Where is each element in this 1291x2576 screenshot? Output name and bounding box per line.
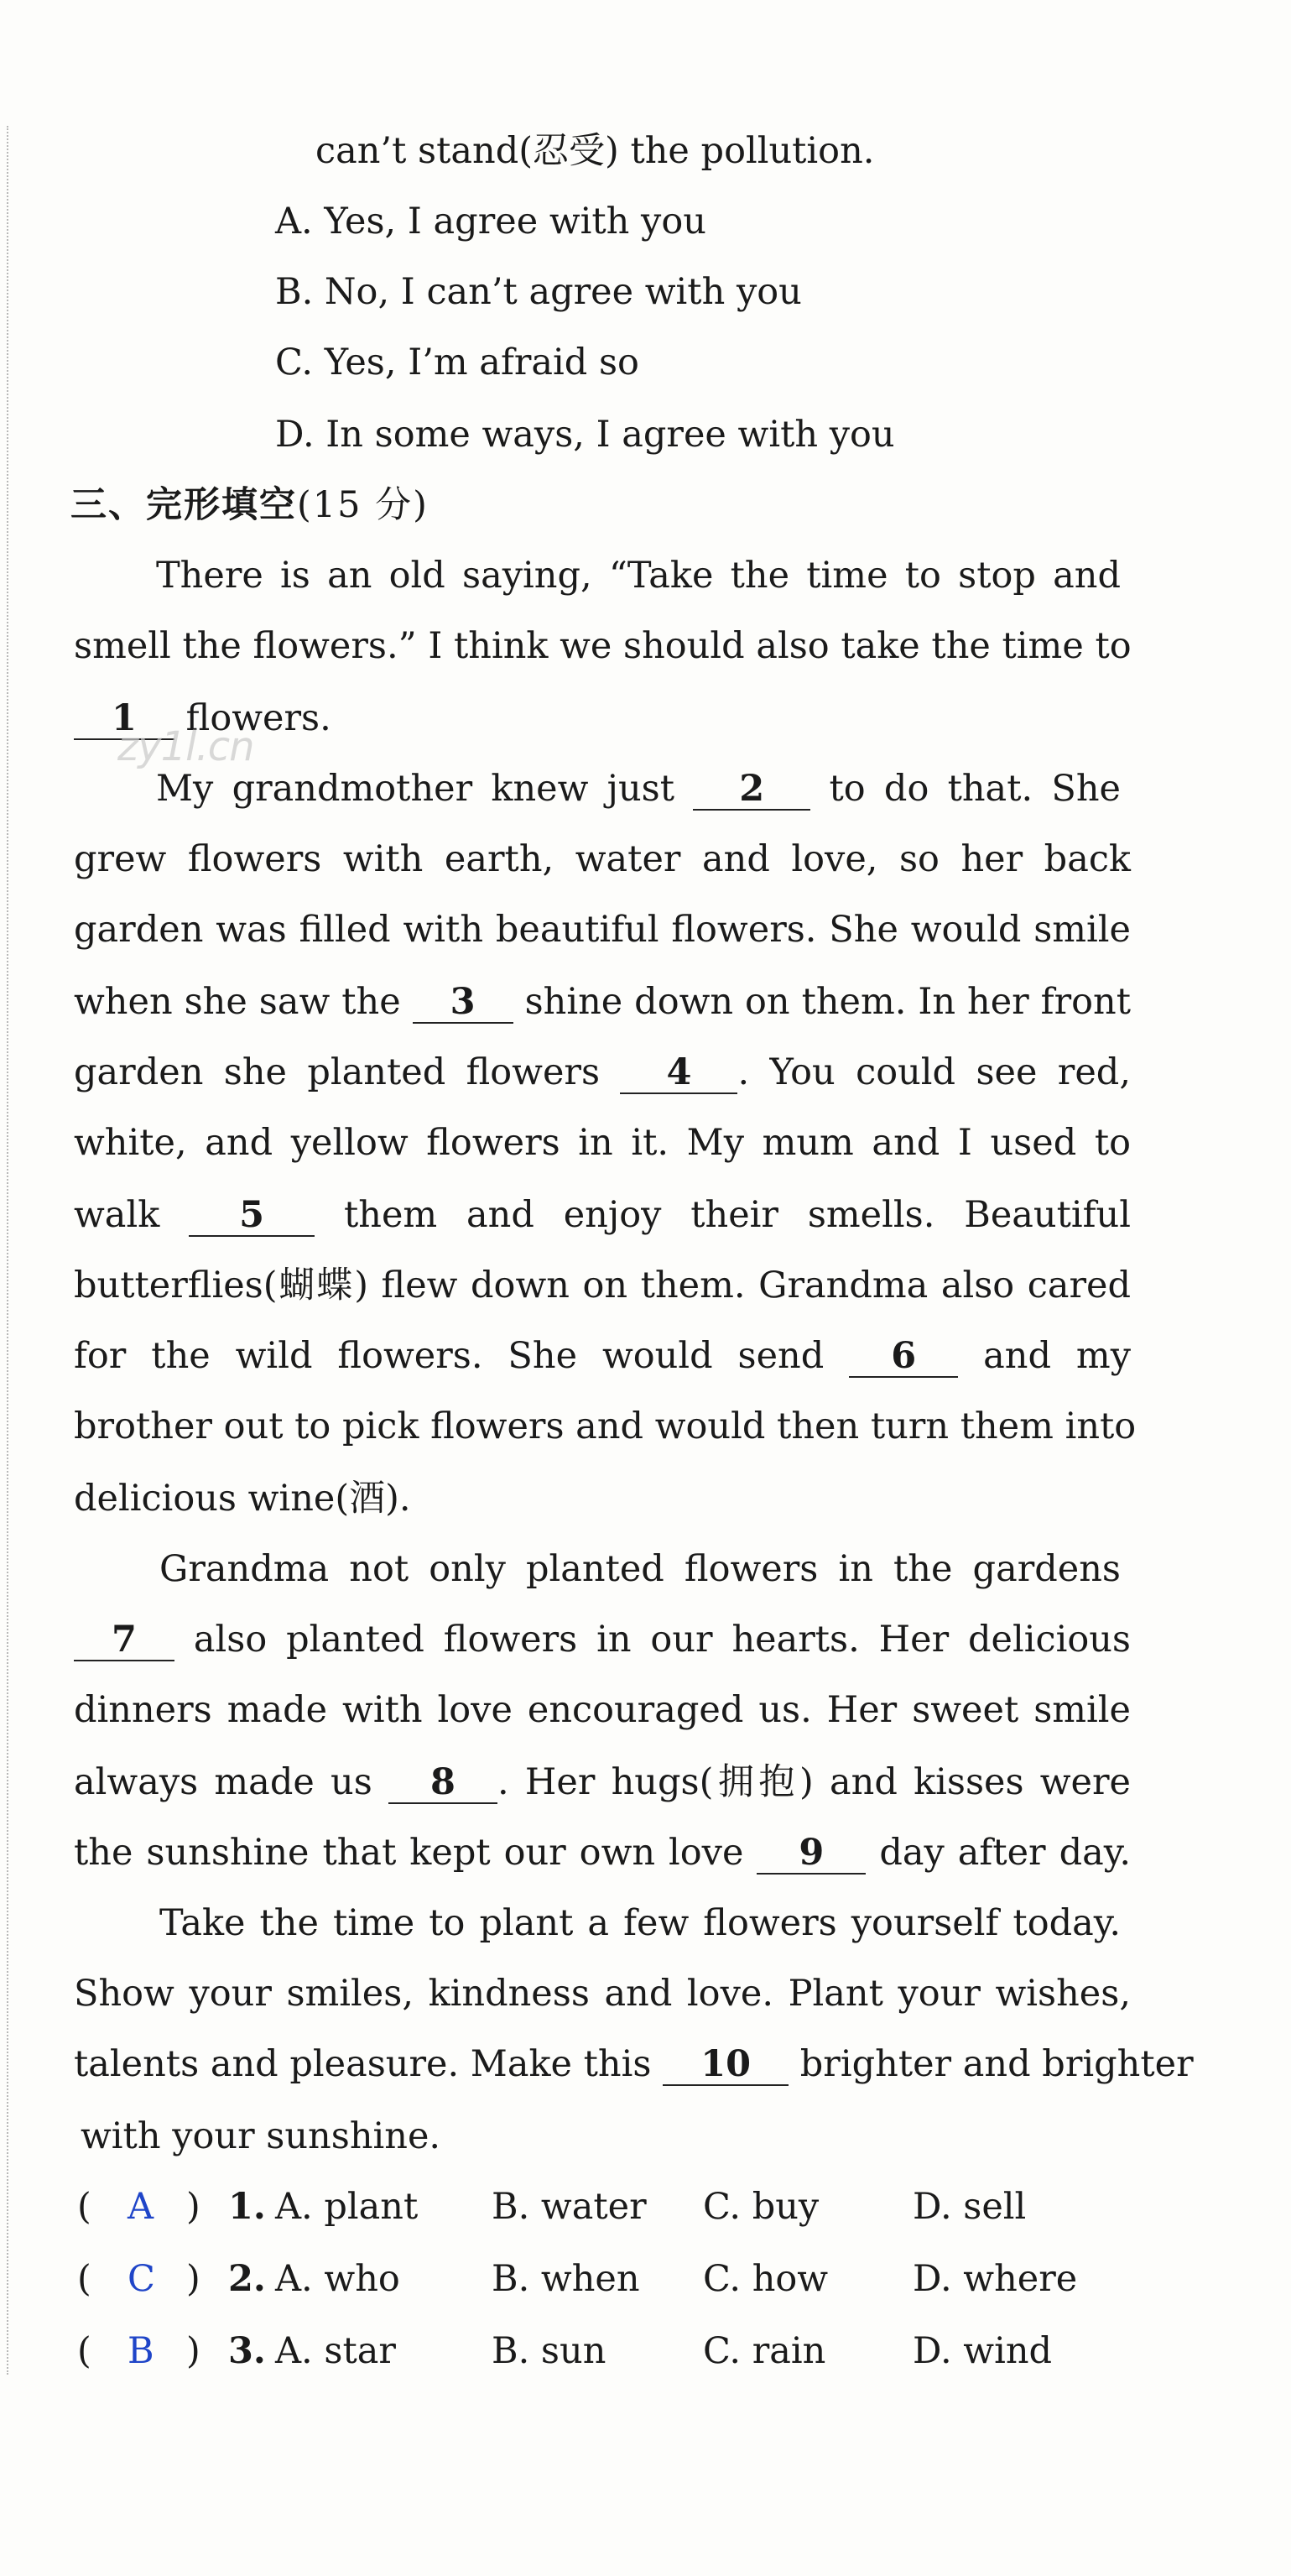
option-c: C. Yes, I’m afraid so [275, 342, 639, 383]
blank-8: 8 [388, 1762, 497, 1804]
line-text: delicious wine(酒). [74, 1478, 411, 1520]
passage-line [74, 1403, 1137, 1450]
passage-line [74, 1475, 411, 1522]
line-text: There is an old saying, “Take the time to stop and [156, 555, 1121, 597]
option-a: A. Yes, I agree with you [275, 201, 706, 242]
paren-open: ( [77, 2258, 91, 2300]
line-text: My grandmother knew just [156, 768, 694, 810]
watermark: zy1l.cn [117, 723, 254, 770]
page-margin-line [7, 126, 8, 2375]
blank-10: 10 [663, 2044, 789, 2086]
line-text: . Her hugs(拥抱) and kisses were [497, 1761, 1131, 1803]
line-text: shine down on them. In her front [513, 981, 1132, 1023]
line-text: always made us [74, 1761, 388, 1803]
answer-letter: C [128, 2258, 155, 2300]
section-heading [70, 482, 429, 529]
blank-5: 5 [189, 1195, 315, 1237]
choice-c: C. buy [703, 2186, 820, 2228]
option-d: D. In some ways, I agree with you [275, 414, 895, 456]
blank-7: 7 [74, 1619, 174, 1661]
line-text: garden she planted flowers [74, 1051, 621, 1093]
line-text: Show your smiles, kindness and love. Plant your wishes, [74, 1973, 1131, 2015]
passage-line [74, 623, 1131, 670]
line-text: when she saw the [74, 981, 413, 1023]
passage-line [159, 1546, 1121, 1593]
question-stem-end: can’t stand(忍受) the pollution. [315, 130, 875, 172]
choice-d: D. sell [913, 2186, 1027, 2228]
passage-line [74, 906, 1131, 953]
paren-open: ( [77, 2186, 91, 2228]
line-text: day after day. [866, 1832, 1131, 1874]
passage-line [74, 1970, 1131, 2017]
question-number: 3. [228, 2330, 266, 2372]
passage-line [74, 1332, 1131, 1379]
line-text: dinners made with love encouraged us. Her sweet smile [74, 1689, 1131, 1731]
line-text: and my [958, 1335, 1131, 1377]
blank-4: 4 [620, 1052, 737, 1094]
passage-line [74, 1049, 1131, 1096]
choice-b: B. when [492, 2258, 640, 2300]
section-title: 三、完形填空 [70, 484, 297, 526]
passage-line [74, 836, 1131, 883]
line-text: to do that. She [810, 768, 1121, 810]
passage-line [81, 2113, 440, 2160]
passage-line [74, 1829, 1131, 1876]
passage-line [74, 1616, 1131, 1663]
passage-line [74, 1192, 1131, 1238]
line-text: garden was filled with beautiful flowers. She would smile [74, 909, 1131, 951]
line-text: the sunshine that kept our own love [74, 1832, 757, 1874]
choice-d: D. where [913, 2258, 1078, 2300]
line-text: them and enjoy their smells. Beautiful [315, 1194, 1131, 1236]
passage-line [74, 1687, 1131, 1734]
blank-6: 6 [849, 1336, 958, 1378]
line-text: for the wild flowers. She would send [74, 1335, 850, 1377]
line-text: walk [74, 1194, 190, 1236]
line-text: brighter and brighter [789, 2043, 1194, 2085]
line-text: Take the time to plant a few flowers yourself today. [159, 1902, 1121, 1944]
choice-c: C. rain [703, 2330, 826, 2372]
passage-line [159, 1900, 1121, 1947]
passage-line [74, 978, 1131, 1025]
answer-letter: A [128, 2186, 154, 2228]
line-text: butterflies(蝴蝶) flew down on them. Grandma also cared [74, 1265, 1131, 1306]
blank-3: 3 [413, 982, 513, 1024]
paren-open: ( [77, 2330, 91, 2372]
section-score: (15 分) [297, 484, 429, 526]
question-number: 2. [228, 2258, 266, 2300]
blank-2: 2 [693, 769, 810, 811]
paren-close: ) [186, 2186, 200, 2228]
choice-a: A. plant [275, 2186, 419, 2228]
choice-a: A. star [275, 2330, 396, 2372]
question-number: 1. [228, 2186, 266, 2228]
choice-d: D. wind [913, 2330, 1053, 2372]
passage-line [74, 2041, 1194, 2088]
line-text: . You could see red, [737, 1051, 1131, 1093]
passage-line [156, 765, 1121, 812]
paren-close: ) [186, 2330, 200, 2372]
line-text: Grandma not only planted flowers in the gardens [159, 1548, 1121, 1590]
answer-letter: B [128, 2330, 154, 2372]
paren-close: ) [186, 2258, 200, 2300]
passage-line [74, 1759, 1131, 1806]
line-text: grew flowers with earth, water and love, so her back [74, 838, 1131, 880]
line-text: white, and yellow flowers in it. My mum and I used to [74, 1122, 1131, 1164]
choice-c: C. how [703, 2258, 829, 2300]
choice-a: A. who [275, 2258, 400, 2300]
choice-b: B. water [492, 2186, 647, 2228]
option-b: B. No, I can’t agree with you [275, 271, 802, 313]
passage-line [74, 1119, 1131, 1166]
line-text: smell the flowers.” I think we should also take the time to [74, 625, 1132, 667]
choice-b: B. sun [492, 2330, 606, 2372]
blank-1: 1 [74, 698, 174, 740]
blank-9: 9 [757, 1833, 866, 1875]
line-text: brother out to pick flowers and would then turn them into [74, 1405, 1137, 1447]
line-text: talents and pleasure. Make this [74, 2043, 664, 2085]
line-text: also planted flowers in our hearts. Her delicious [174, 1619, 1131, 1661]
passage-line [156, 552, 1121, 599]
passage-line [74, 1262, 1131, 1309]
line-text: with your sunshine. [81, 2115, 441, 2157]
line-text: flowers. [174, 697, 331, 739]
